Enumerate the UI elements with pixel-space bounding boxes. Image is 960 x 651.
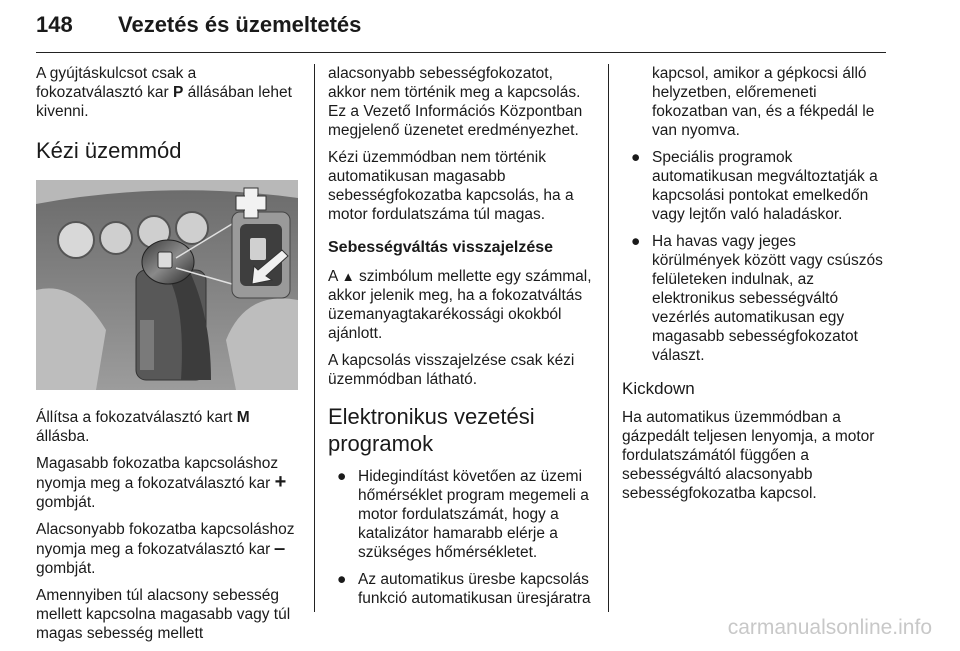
section-heading-manual-mode: Kézi üzemmód <box>36 138 182 163</box>
bullet-icon: ● <box>337 571 347 588</box>
paragraph-speed-limit: Amennyiben túl alacsony sebesség mellett kapcsolna magasabb vagy túl magas sebesség mellett <box>36 587 291 642</box>
intro-paragraph: A gyújtáskulcsot csak a fokozatválasztó kar P állásában lehet kivenni. <box>36 65 292 120</box>
section-heading-kickdown: Kickdown <box>622 379 695 398</box>
paragraph-kickdown: Ha automatikus üzemmódban a gázpedált teljesen lenyomja, a motor fordulatszámától függően a sebességváltó alacsonyabb sebességfokozatba kapcsol. <box>622 409 875 502</box>
paragraph-upshift: Magasabb fokozatba kapcsoláshoz nyomja meg a fokozatválasztó kar + gombját. <box>36 455 287 511</box>
column-1 <box>36 64 304 651</box>
paragraph-downshift: Alacsonyabb fokozatba kapcsoláshoz nyomja meg a fokozatválasztó kar ‒ gombját. <box>36 521 295 577</box>
page-number: 148 <box>36 12 73 37</box>
paragraph-continuation: alacsonyabb sebességfokozatot, akkor nem történik meg a kapcsolás. Ez a Vezető Információs Központban megjelenő üzenetet eredményezhet. <box>328 65 583 139</box>
triangle-up-icon: ▲ <box>341 269 355 284</box>
bullet-icon: ● <box>631 233 641 250</box>
column-divider-1 <box>314 64 315 612</box>
list-item: ● Az automatikus üresbe kapcsolás funkció automatikusan üresjáratra <box>337 571 591 607</box>
watermark: carmanualsonline.info <box>727 616 932 639</box>
section-heading-electronic-programs: Elektronikus vezetési programok <box>328 404 535 456</box>
gear-selector-illustration <box>36 180 298 390</box>
bullet-icon: ● <box>337 468 347 485</box>
column-divider-2 <box>608 64 609 612</box>
list-item: ● Ha havas vagy jeges körülmények között vagy csúszós felületeken indulnak, az elektronikus sebességváltó vezérlés automatikusan egy magasabb sebességfokozatot választ. <box>631 233 883 364</box>
gear-selector-drawing <box>36 180 298 390</box>
paragraph-no-auto-upshift: Kézi üzemmódban nem történik automatikusan magasabb sebességfokozatba kapcsolás, ha a motor fordulatszáma túl magas. <box>328 149 574 223</box>
section-heading-shift-indicator: Sebességváltás visszajelzése <box>328 239 554 256</box>
key-m: M <box>236 409 250 426</box>
bullet-icon: ● <box>631 149 641 166</box>
minus-icon: ‒ <box>274 538 285 558</box>
paragraph-indicator-manual: A kapcsolás visszajelzése csak kézi üzemmódban látható. <box>328 352 575 388</box>
plus-icon: + <box>274 471 287 493</box>
page-header <box>36 12 886 53</box>
list-item: ● Hidegindítást követően az üzemi hőmérséklet program megemeli a motor fordulatszámát, hogy a katalizátor hamarabb elérje a szükséges hőmérsékletet. <box>337 468 589 561</box>
column-3 <box>622 64 888 511</box>
paragraph-select-m: Állítsa a fokozatválasztó kart M állásba. <box>36 409 250 445</box>
page-title: Vezetés és üzemeltetés <box>118 12 362 37</box>
key-p: P <box>172 84 184 101</box>
bullet-list-programs-cont <box>622 148 888 365</box>
column-2 <box>328 64 594 616</box>
paragraph-shift-symbol: A ▲ szimbólum mellette egy számmal, akkor jelenik meg, ha a fokozatváltás üzemanyagtakarékossági okokból ajánlott. <box>328 268 592 342</box>
list-item-continuation: kapcsol, amikor a gépkocsi álló helyzetben, előremeneti fokozatban van, és a fékpedál le van nyomva. <box>652 65 875 139</box>
bullet-list-programs <box>328 467 594 608</box>
list-item: ● Speciális programok automatikusan megváltoztatják a kapcsolási pontokat emelkedőn vagy lejtőn való haladáskor. <box>631 149 878 223</box>
